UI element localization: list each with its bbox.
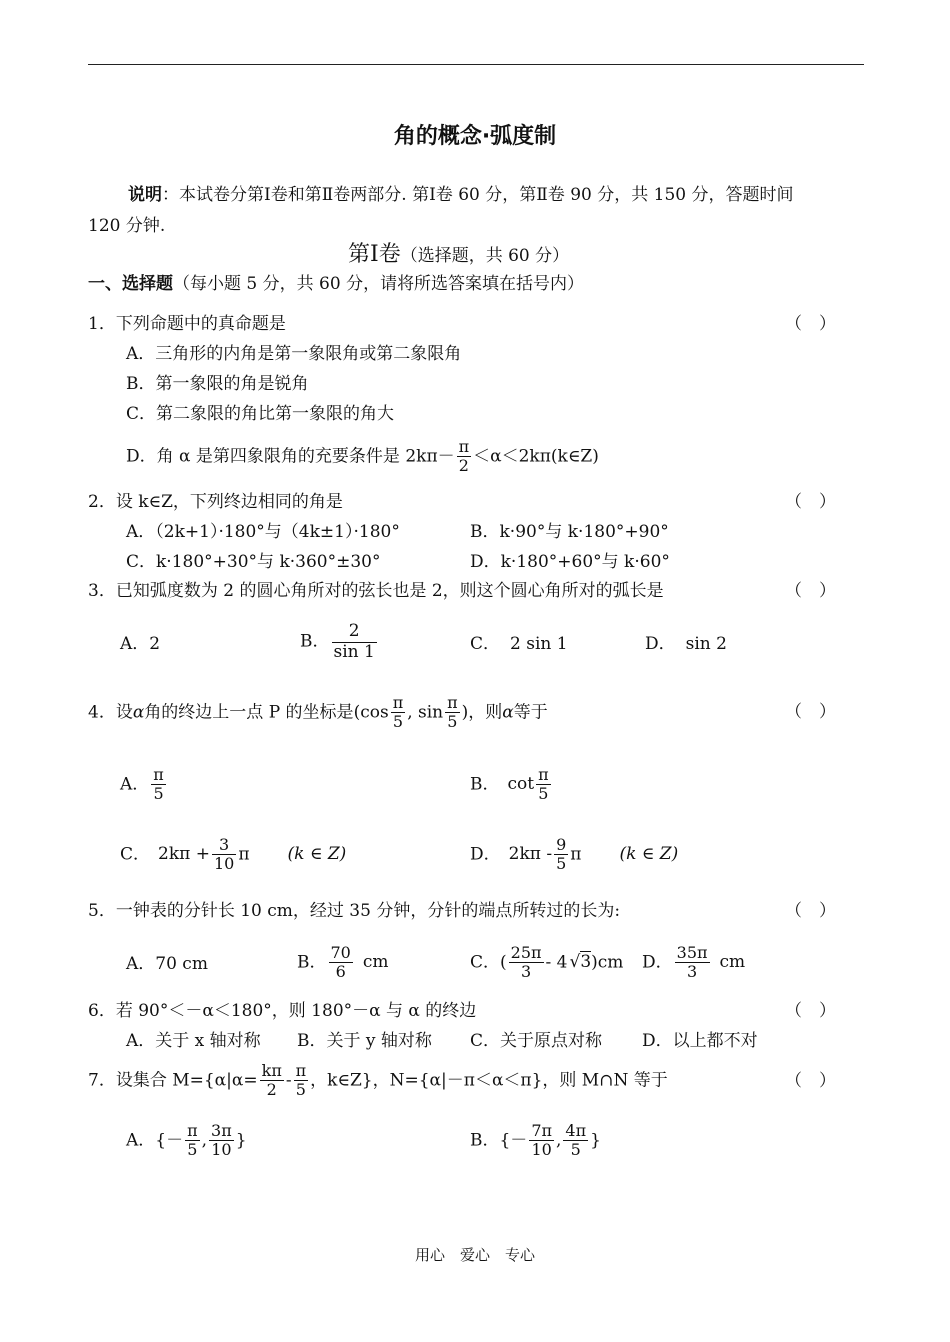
q7-fraction-1	[260, 1062, 284, 1100]
page-title: 角的概念·弧度制	[393, 124, 557, 149]
q4-b-label: B．	[470, 774, 500, 795]
q4-c-prefix: 2kπ +	[158, 844, 210, 865]
header-rule	[88, 64, 864, 65]
q3-option-d	[645, 636, 727, 653]
q4-d-condition: (k ∈ Z)	[619, 844, 679, 865]
q7-b1-den: 10	[531, 1140, 552, 1160]
q4-option-c	[120, 836, 346, 874]
q7-stem	[88, 1062, 668, 1100]
q5-c-fraction	[509, 944, 544, 982]
q4-b-fraction	[536, 766, 551, 804]
q4-c-den: 10	[213, 854, 235, 874]
q4-b-den: 5	[538, 784, 549, 804]
q4-coord-num-1: π	[392, 693, 404, 712]
q1-d-denominator: 2	[458, 456, 469, 476]
q5-b-label: B．	[297, 952, 327, 973]
q5-d-unit: cm	[719, 952, 746, 973]
q2-option-c: C．k·180°+30°与 k·360°±30°	[126, 552, 381, 572]
q1-d-suffix: ＜α＜2kπ(k∈Z)	[473, 446, 599, 467]
q4-c-fraction	[212, 836, 236, 874]
q4-coord-sep: , sin	[407, 702, 444, 723]
q4-d-den: 5	[556, 854, 567, 874]
q1-option-a: A．三角形的内角是第一象限角或第二象限角	[126, 344, 462, 364]
q2-option-b: B．k·90°与 k·180°+90°	[470, 522, 669, 542]
q7-b-comma: ,	[556, 1130, 562, 1151]
q4-a-label: A．	[120, 774, 150, 795]
q7-minus: -	[285, 1070, 292, 1091]
q7-a-label: A．{－	[126, 1130, 184, 1151]
q1-answer-paren: （ ）	[785, 314, 836, 334]
q6-option-d: D．以上都不对	[642, 1031, 758, 1051]
q4-answer-paren: （ ）	[785, 702, 836, 722]
q4-coord-den-2: 5	[447, 712, 458, 732]
q4-coord-close: )	[461, 702, 469, 723]
q5-option-b	[297, 944, 389, 982]
q4-c-pi: π	[238, 844, 250, 865]
q5-stem: 5．一钟表的分针长 10 cm，经过 35 分钟，分针的端点所转过的长为:	[88, 901, 621, 921]
q5-d-label: D．	[642, 952, 673, 973]
q7-a1-den: 5	[187, 1140, 198, 1160]
q5-c-label: C．(	[470, 952, 507, 973]
q7-f2-den: 5	[295, 1080, 306, 1100]
q4-alpha-2: α	[502, 702, 514, 723]
q3-b-fraction	[332, 622, 377, 662]
q6-option-c: C．关于原点对称	[470, 1031, 603, 1051]
q5-c-den: 3	[520, 962, 532, 982]
q3-d-label: D．	[645, 634, 676, 654]
q4-c-label: C．	[120, 844, 151, 865]
q1-stem: 1．下列命题中的真命题是	[88, 314, 286, 334]
q6-answer-paren: （ ）	[785, 1001, 836, 1021]
q4-coord-fraction-1	[391, 694, 406, 732]
q4-option-a	[120, 766, 168, 804]
q4-b-cot: cot	[507, 774, 535, 795]
section-heading	[88, 276, 584, 293]
intro-label: 说明	[128, 185, 162, 205]
q4-d-fraction	[554, 836, 568, 874]
q5-c-unit: )cm	[591, 952, 624, 973]
page-footer: 用心 爱心 专心	[414, 1246, 535, 1264]
q5-b-den: 6	[335, 962, 346, 982]
q7-f1-den: 2	[266, 1080, 277, 1100]
q4-option-d	[470, 836, 678, 874]
q3-option-a: A．2	[120, 634, 161, 654]
q7-a2-num: 3π	[211, 1121, 232, 1140]
q1-option-d	[126, 438, 599, 476]
q5-option-d	[642, 944, 745, 982]
intro-line-2: 120 分钟.	[88, 216, 166, 236]
section-label: 一、选择题	[88, 274, 173, 294]
q4-option-b	[470, 766, 553, 804]
intro-line-1	[128, 187, 793, 204]
q1-d-fraction	[457, 438, 472, 476]
q4-coord-open: (cos	[353, 702, 389, 723]
q3-b-label: B．	[300, 631, 330, 652]
q5-option-a: A．70 cm	[126, 954, 208, 974]
q4-stem-then: ，则	[468, 702, 503, 723]
q7-answer-paren: （ ）	[785, 1071, 836, 1091]
q7-f2-num: π	[295, 1061, 307, 1080]
q2-option-a: A．（2k+1）·180°与（4k±1）·180°	[126, 522, 400, 542]
q7-option-b	[470, 1122, 601, 1160]
q5-answer-paren: （ ）	[785, 901, 836, 921]
part-heading	[348, 244, 569, 266]
q5-d-fraction	[675, 944, 710, 982]
q5-c-minus: - 4	[545, 952, 568, 973]
q4-stem-middle: 角的终边上一点 P 的坐标是	[144, 702, 354, 723]
section-note: （每小题 5 分，共 60 分，请将所选答案填在括号内）	[173, 274, 585, 294]
q5-c-radicand: 3	[580, 952, 592, 973]
q4-a-fraction	[151, 766, 166, 804]
q1-option-b: B．第一象限的角是锐角	[126, 374, 309, 394]
q5-b-fraction	[329, 944, 353, 982]
q7-a1-num: π	[187, 1121, 198, 1140]
q3-b-denominator: sin 1	[333, 641, 375, 662]
q5-d-den: 3	[686, 962, 698, 982]
q6-option-a: A．关于 x 轴对称	[126, 1031, 261, 1051]
q4-d-label: D．	[470, 844, 501, 865]
q7-option-a	[126, 1122, 247, 1160]
q2-answer-paren: （ ）	[785, 492, 836, 512]
q7-a2-den: 10	[211, 1140, 232, 1160]
q7-fraction-2	[294, 1062, 309, 1100]
q4-c-num: 3	[212, 836, 236, 855]
q1-d-prefix: D．角 α 是第四象限角的充要条件是 2kπ－	[126, 446, 455, 467]
q4-a-den: 5	[153, 784, 164, 804]
q7-b2-den: 5	[570, 1140, 581, 1160]
q4-stem-prefix: 4．设	[88, 702, 133, 723]
q7-a-comma: ,	[201, 1130, 208, 1151]
part-title: 第Ⅰ卷	[348, 242, 401, 267]
q3-d-value: sin 2	[685, 634, 727, 654]
q4-c-condition: (k ∈ Z)	[287, 844, 347, 865]
q7-b-fraction-2	[563, 1122, 588, 1160]
q1-option-c: C．第二象限的角比第一象限的角大	[126, 404, 395, 424]
q7-stem-suffix: ，k∈Z}，N={α|－π＜α＜π}，则 M∩N 等于	[310, 1070, 668, 1091]
q4-d-pi: π	[570, 844, 582, 865]
q4-b-num: π	[538, 765, 549, 784]
q4-a-num: π	[153, 765, 164, 784]
q4-stem	[88, 694, 548, 732]
q3-answer-paren: （ ）	[785, 581, 836, 601]
q2-option-d: D．k·180°+60°与 k·60°	[470, 552, 670, 572]
q4-alpha: α	[132, 702, 145, 723]
intro-text: ：本试卷分第Ⅰ卷和第Ⅱ卷两部分. 第Ⅰ卷 60 分，第Ⅱ卷 90 分，共 150 分，答题时间	[162, 185, 794, 205]
q4-coord-den-1: 5	[392, 712, 404, 732]
q2-stem: 2．设 k∈Z，下列终边相同的角是	[88, 492, 343, 512]
q5-c-num: 25π	[510, 943, 542, 962]
q3-option-c	[470, 636, 568, 653]
q5-b-unit: cm	[362, 952, 389, 973]
q6-stem: 6．若 90°＜－α＜180°，则 180°－α 与 α 的终边	[88, 1001, 477, 1021]
q7-a-fraction-1	[185, 1122, 200, 1160]
q7-a-fraction-2	[209, 1122, 234, 1160]
part-note: （选择题，共 60 分）	[400, 246, 570, 266]
q4-coord-fraction-2	[445, 694, 460, 732]
q3-option-b	[300, 622, 379, 662]
q5-b-num: 70	[330, 943, 351, 962]
q1-d-numerator: π	[458, 437, 470, 456]
q6-option-b: B．关于 y 轴对称	[297, 1031, 432, 1051]
q5-option-c: C．( $\frac{25\pi}{3}$ - 4 √3)cm	[470, 943, 624, 982]
q7-b-label: B．{－	[470, 1130, 528, 1151]
q4-coord-num-2: π	[447, 693, 458, 712]
q7-b-fraction-1	[529, 1122, 554, 1160]
q3-b-numerator: 2	[332, 622, 377, 643]
q5-d-num: 35π	[676, 943, 708, 962]
q7-b-close: }	[590, 1130, 601, 1151]
q7-a-close: }	[235, 1130, 247, 1151]
q7-b2-num: 4π	[565, 1121, 587, 1140]
q3-stem: 3．已知弧度数为 2 的圆心角所对的弦长也是 2，则这个圆心角所对的弧长是	[88, 581, 664, 601]
q7-b1-num: 7π	[531, 1121, 553, 1140]
q7-f1-num: kπ	[261, 1061, 282, 1080]
q3-c-label: C．	[470, 634, 501, 654]
q4-d-prefix: 2kπ -	[508, 844, 553, 865]
q3-c-value: 2 sin 1	[510, 634, 568, 654]
q7-stem-prefix: 7．设集合 M={α|α=	[88, 1070, 258, 1091]
q4-stem-equals: 等于	[513, 702, 548, 723]
q4-d-num: 9	[556, 835, 567, 854]
